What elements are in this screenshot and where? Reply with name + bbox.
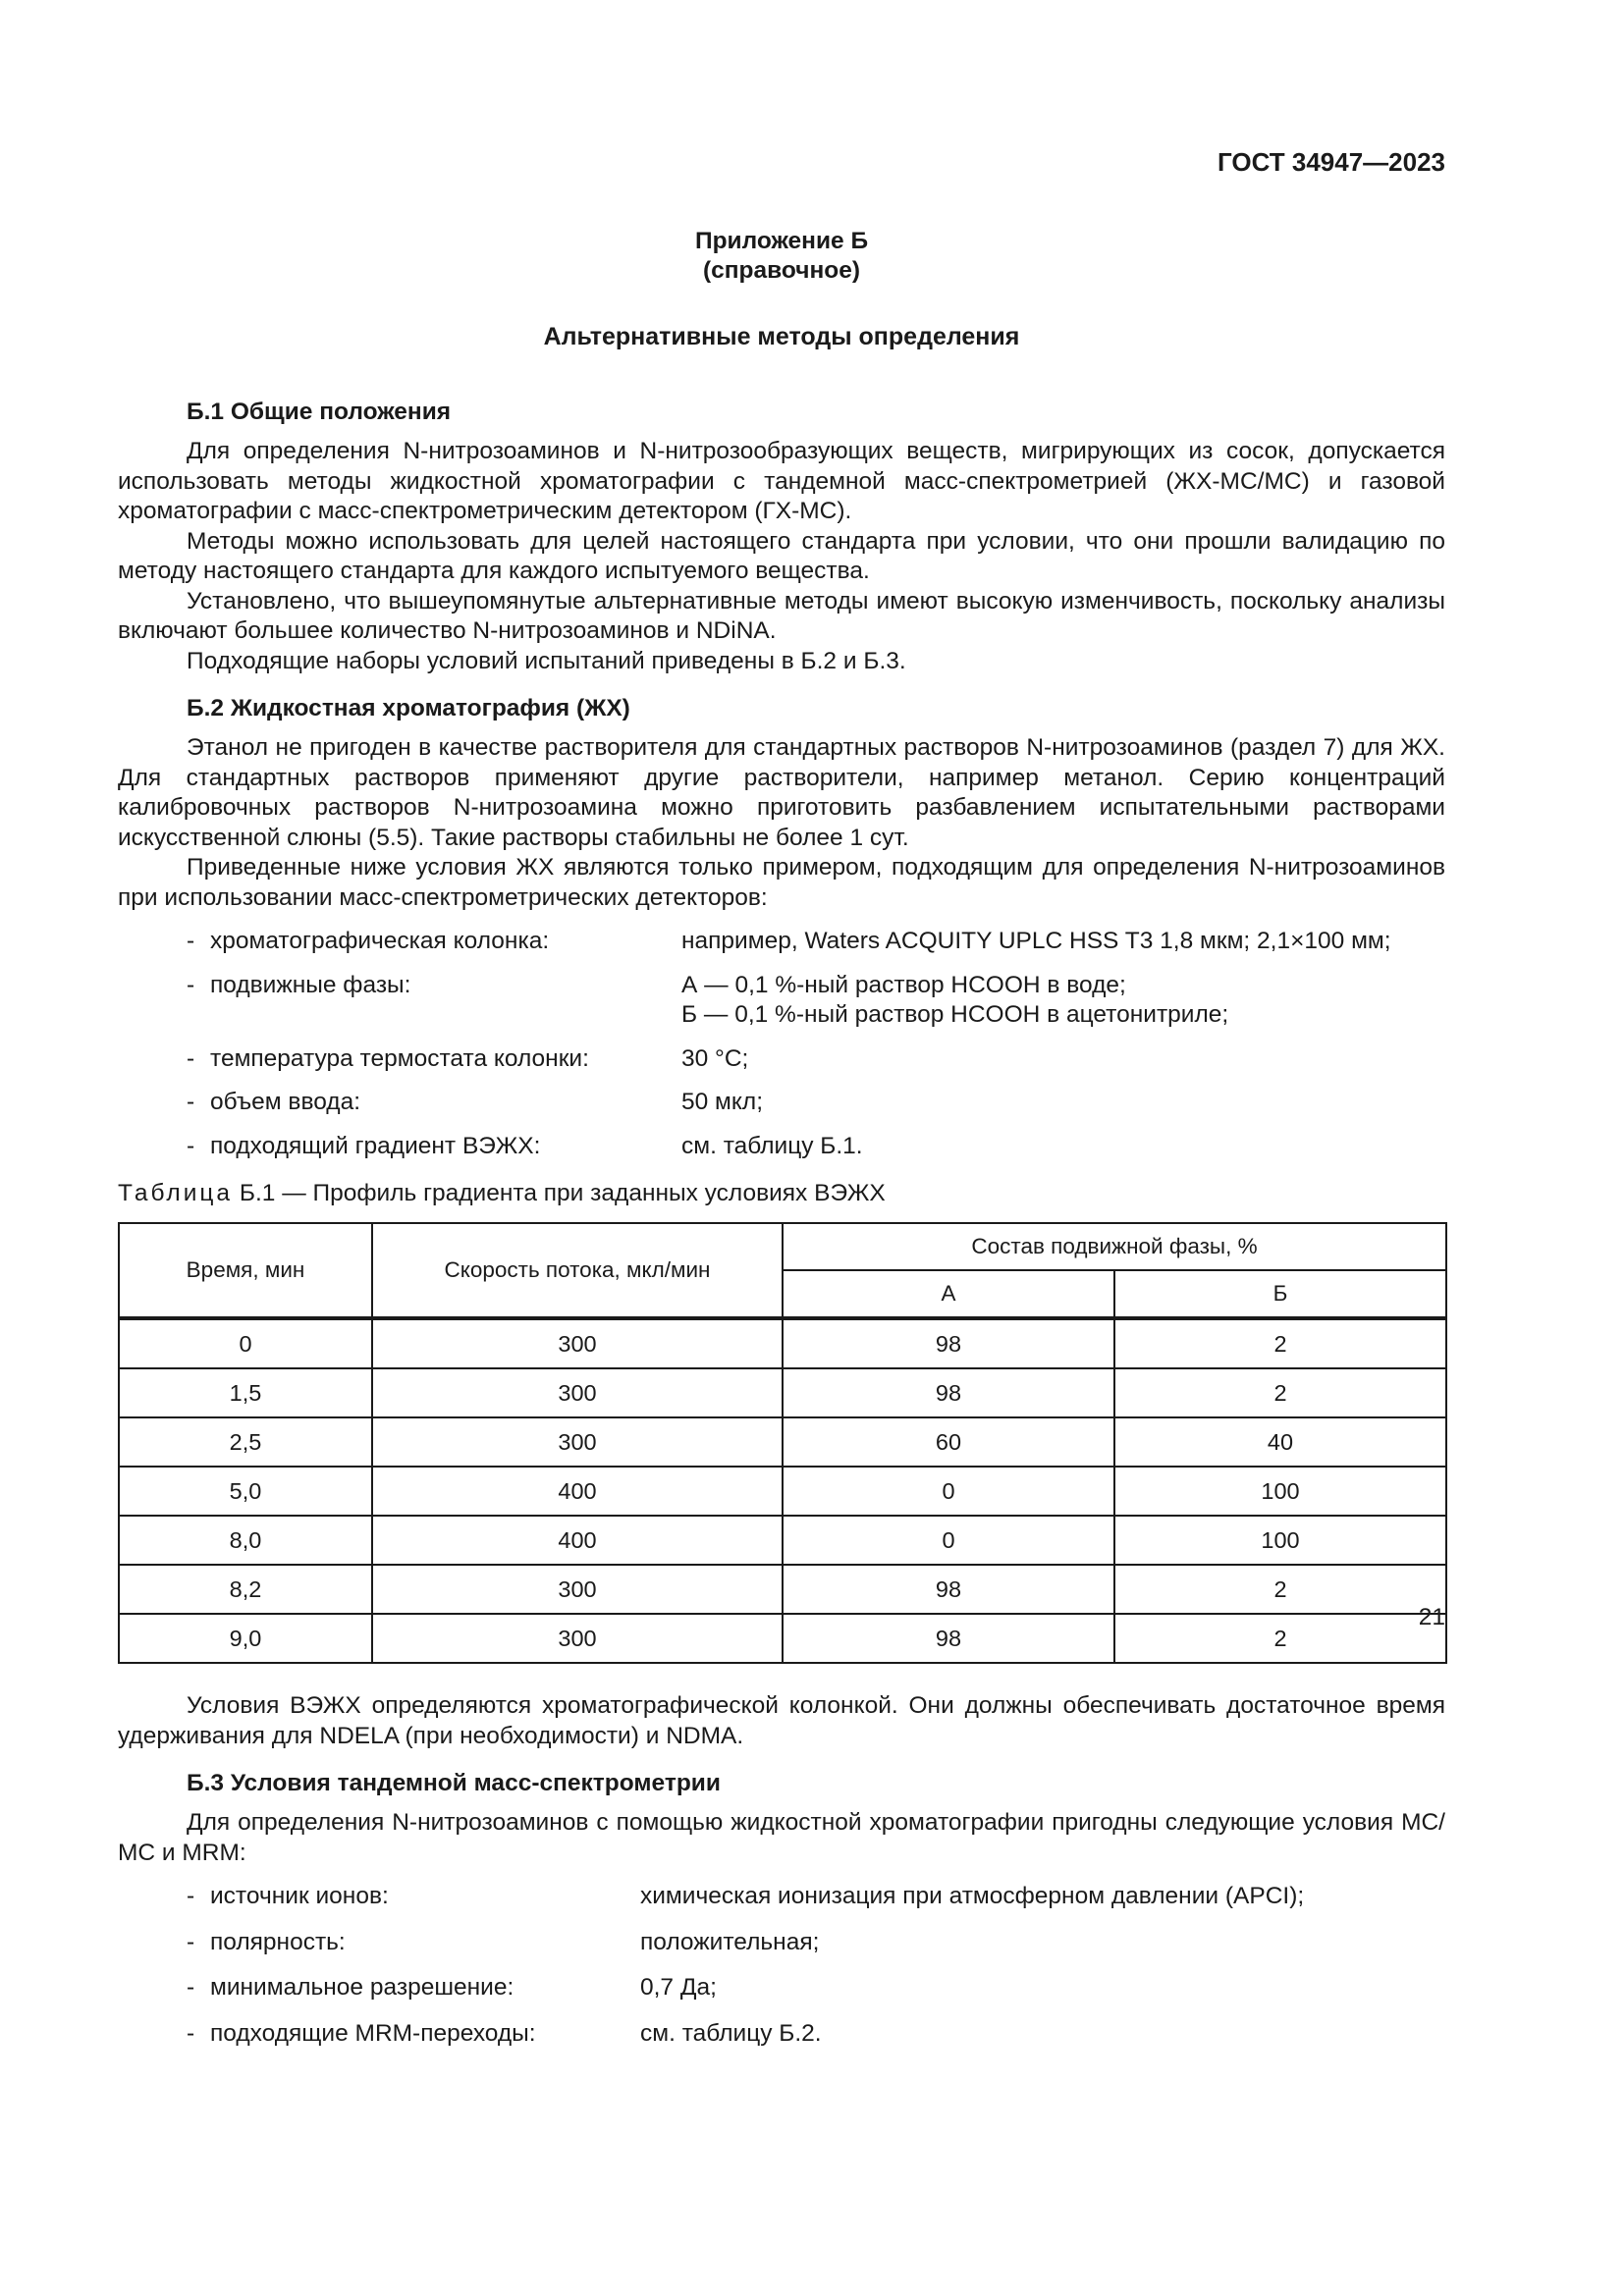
- condition-value: химическая ионизация при атмосферном давлении (APCI);: [640, 1883, 1305, 1909]
- cell-flow: 300: [372, 1368, 783, 1417]
- cell-phase-a: 0: [783, 1467, 1114, 1516]
- list-item: [118, 1132, 1445, 1162]
- header-phase-a: А: [783, 1270, 1114, 1318]
- page-number: 21: [1418, 1604, 1445, 1630]
- mobile-phase-a: А — 0,1 %-ный раствор HCOOH в воде;: [681, 971, 1126, 998]
- condition-term: полярность:: [210, 1928, 346, 1955]
- list-item: [118, 1928, 1445, 1958]
- cell-phase-a: 98: [783, 1614, 1114, 1663]
- condition-term: хроматографическая колонка:: [210, 928, 550, 954]
- cell-time: 8,2: [119, 1565, 372, 1614]
- cell-phase-b: 2: [1114, 1614, 1446, 1663]
- condition-value: см. таблицу Б.2.: [640, 2019, 822, 2047]
- table-row: [119, 1368, 1446, 1417]
- cell-flow: 400: [372, 1467, 783, 1516]
- annex-title: Альтернативные методы определения: [543, 323, 1020, 350]
- cell-flow: 300: [372, 1318, 783, 1368]
- list-item: [118, 1044, 1445, 1075]
- list-item: [118, 1973, 1445, 2003]
- cell-phase-a: 60: [783, 1417, 1114, 1467]
- list-dash: -: [187, 1883, 195, 1909]
- cell-phase-b: 40: [1114, 1417, 1446, 1467]
- list-dash: -: [187, 2019, 195, 2047]
- paragraph: Приведенные ниже условия ЖХ являются только примером, подходящим для определения N-нитрозоаминов при использовании масс-спектрометрических детекторов:: [118, 854, 1445, 911]
- list-item: [118, 2019, 1445, 2050]
- header-flow: Скорость потока, мкл/мин: [372, 1223, 783, 1318]
- document-number: ГОСТ 34947—2023: [1218, 147, 1445, 177]
- cell-phase-a: 0: [783, 1516, 1114, 1565]
- condition-term: подвижные фазы:: [210, 971, 411, 998]
- cell-flow: 400: [372, 1516, 783, 1565]
- paragraph: Условия ВЭЖХ определяются хроматографической колонкой. Они должны обеспечивать достаточное время удерживания для NDELA (при необходимости) и NDMA.: [118, 1692, 1445, 1749]
- annex-heading: [118, 227, 1445, 286]
- ms-conditions-list: [118, 1882, 1445, 2049]
- cell-phase-b: 100: [1114, 1516, 1446, 1565]
- table-row: [119, 1516, 1446, 1565]
- header-phase-b: Б: [1114, 1270, 1446, 1318]
- list-dash: -: [187, 928, 195, 954]
- table-caption-text: Б.1 — Профиль градиента при заданных условиях ВЭЖХ: [239, 1180, 886, 1206]
- list-dash: -: [187, 971, 195, 998]
- cell-flow: 300: [372, 1614, 783, 1663]
- header-time: Время, мин: [119, 1223, 372, 1318]
- header-composition: Состав подвижной фазы, %: [783, 1223, 1446, 1270]
- cell-phase-a: 98: [783, 1565, 1114, 1614]
- section-heading-b3: Б.3 Условия тандемной масс-спектрометрии: [187, 1770, 721, 1796]
- list-item: [118, 927, 1445, 957]
- cell-time: 5,0: [119, 1467, 372, 1516]
- table-row: [119, 1467, 1446, 1516]
- cell-phase-b: 2: [1114, 1318, 1446, 1368]
- cell-flow: 300: [372, 1417, 783, 1467]
- condition-value: см. таблицу Б.1.: [681, 1132, 863, 1159]
- annex-kind: (справочное): [702, 257, 861, 284]
- list-dash: -: [187, 1928, 195, 1955]
- section-heading-b2: Б.2 Жидкостная хроматография (ЖХ): [187, 695, 630, 721]
- condition-value: например, Waters ACQUITY UPLC HSS T3 1,8 мкм; 2,1×100 мм;: [681, 928, 1391, 954]
- section-heading-b1: Б.1 Общие положения: [187, 399, 452, 425]
- lc-conditions-list: [118, 927, 1445, 1161]
- cell-phase-b: 100: [1114, 1467, 1446, 1516]
- list-item: [118, 971, 1445, 1031]
- cell-phase-b: 2: [1114, 1565, 1446, 1614]
- annex-label: Приложение Б: [694, 228, 869, 254]
- list-dash: -: [187, 1132, 195, 1159]
- list-item: [118, 1088, 1445, 1118]
- cell-phase-a: 98: [783, 1368, 1114, 1417]
- condition-value: положительная;: [640, 1928, 820, 1955]
- table-caption-label: Таблица: [118, 1180, 234, 1206]
- table-row: [119, 1318, 1446, 1368]
- cell-phase-a: 98: [783, 1318, 1114, 1368]
- condition-term: температура термостата колонки:: [210, 1044, 589, 1072]
- paragraph: Для определения N-нитрозоаминов с помощью жидкостной хроматографии пригодны следующие условия МС/МС и MRM:: [118, 1809, 1445, 1866]
- condition-value: 0,7 Да;: [640, 1974, 717, 2001]
- cell-phase-b: 2: [1114, 1368, 1446, 1417]
- mobile-phase-b: Б — 0,1 %-ный раствор HCOOH в ацетонитриле;: [681, 1001, 1229, 1028]
- list-dash: -: [187, 1974, 195, 2001]
- paragraph: Установлено, что вышеупомянутые альтернативные методы имеют высокую изменчивость, поскольку анализы включают большее количество N-нитрозоаминов и NDiNA.: [118, 587, 1445, 644]
- list-dash: -: [187, 1044, 195, 1072]
- cell-flow: 300: [372, 1565, 783, 1614]
- cell-time: 9,0: [119, 1614, 372, 1663]
- cell-time: 0: [119, 1318, 372, 1368]
- paragraph: Подходящие наборы условий испытаний приведены в Б.2 и Б.3.: [187, 647, 906, 674]
- table-caption: [118, 1179, 1445, 1208]
- table-row: [119, 1614, 1446, 1663]
- condition-value: 30 °С;: [681, 1044, 749, 1072]
- cell-time: 8,0: [119, 1516, 372, 1565]
- table-row: [119, 1565, 1446, 1614]
- document-body: [118, 398, 1445, 2049]
- paragraph: Этанол не пригоден в качестве растворителя для стандартных растворов N-нитрозоаминов (раздел 7) для ЖХ. Для стандартных растворов применяют другие растворители, например метанол. Серию концентраций калибровочных растворов N-нитрозоамина можно приготовить разбавлением испытательными растворами искусственной слюны (5.5). Такие растворы стабильны не более 1 сут.: [118, 734, 1445, 851]
- condition-value: 50 мкл;: [681, 1089, 763, 1115]
- list-item: [118, 1882, 1445, 1912]
- condition-term: подходящий градиент ВЭЖХ:: [210, 1132, 541, 1159]
- condition-term: подходящие MRM-переходы:: [210, 2019, 536, 2047]
- condition-term: объем ввода:: [210, 1089, 361, 1115]
- cell-time: 1,5: [119, 1368, 372, 1417]
- cell-time: 2,5: [119, 1417, 372, 1467]
- gradient-table: [118, 1222, 1447, 1664]
- list-dash: -: [187, 1089, 195, 1115]
- table-row: [119, 1417, 1446, 1467]
- condition-term: источник ионов:: [210, 1883, 389, 1909]
- paragraph: Методы можно использовать для целей настоящего стандарта при условии, что они прошли валидацию по методу настоящего стандарта для каждого испытуемого вещества.: [118, 527, 1445, 584]
- condition-value: [681, 971, 1445, 1031]
- paragraph: Для определения N-нитрозоаминов и N-нитрозообразующих веществ, мигрирующих из сосок, допускается использовать методы жидкостной хроматографии с тандемной масс-спектрометрией (ЖХ-МС/МС) и газовой хроматографии с масс-спектрометрическим детектором (ГХ-МС).: [118, 438, 1445, 524]
- condition-term: минимальное разрешение:: [210, 1974, 514, 2001]
